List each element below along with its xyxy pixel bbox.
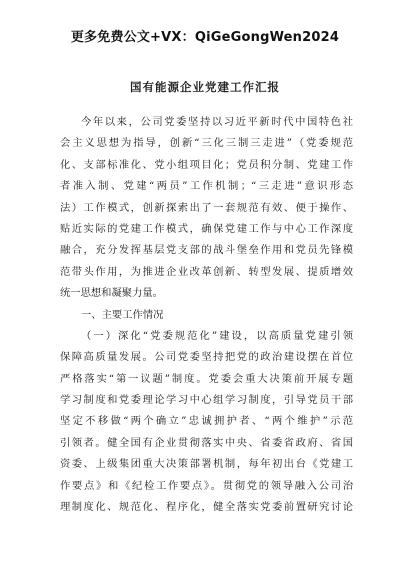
watermark-header: 更多免费公文+VX：QiGeGongWen2024 — [70, 30, 340, 45]
text-line: 者准入制、党建“两员”工作机制；“三走进”意识形态 — [60, 180, 353, 193]
text-line: 贴近实际的党建工作模式，确保党建工作与中心工作深度 — [60, 222, 353, 235]
text-line: 理制度化、规范化、程序化，健全落实党委前置研究讨论 — [60, 501, 353, 514]
text-line: 范带头作用，为推进企业改革创新、转型发展、提质增效 — [60, 265, 353, 278]
paragraph-work-status — [60, 326, 353, 519]
text-line: 化、支部标准化、党小组项目化；党员积分制、党建工作 — [60, 158, 353, 171]
text-line: 法）工作模式，创新探索出了一套规范有效、便于操作、 — [60, 201, 353, 214]
text-line: 坚定不移做“两个确立”忠诚拥护者、“两个维护”示范 — [60, 415, 353, 428]
text-line: 保障高质量发展。公司党委坚持把党的政治建设摆在首位 — [60, 351, 353, 364]
text-line: 引领者。健全国有企业贯彻落实中央、省委省政府、省国 — [60, 436, 353, 449]
text-line: （一）深化“党委规范化”建设，以高质量党建引领 — [81, 329, 353, 342]
text-line: 作要点》和《纪检工作要点》。贯彻党的领导融入公司治 — [60, 479, 353, 492]
text-line: 资委、上级集团重大决策部署机制，每年初出台《党建工 — [60, 458, 353, 471]
text-line: 会主义思想为指导，创新“三化三制三走进”（党委规范 — [60, 137, 353, 150]
document-body — [60, 112, 353, 518]
text-line: 融合，充分发挥基层党支部的战斗堡垒作用和党员先锋模 — [60, 244, 353, 257]
document-title: 国有能源企业党建工作汇报 — [130, 80, 280, 94]
text-line: 学习制度和党委理论学习中心组学习制度，引导党员干部 — [60, 394, 353, 407]
text-line: 今年以来，公司党委坚持以习近平新时代中国特色社 — [81, 116, 353, 128]
section-heading: 一、主要工作情况 — [81, 308, 164, 321]
paragraph-intro — [60, 112, 353, 305]
text-line: 统一思想和凝聚力量。 — [60, 287, 163, 300]
text-line: 严格落实“第一议题”制度。党委会重大决策前开展专题 — [60, 372, 353, 385]
